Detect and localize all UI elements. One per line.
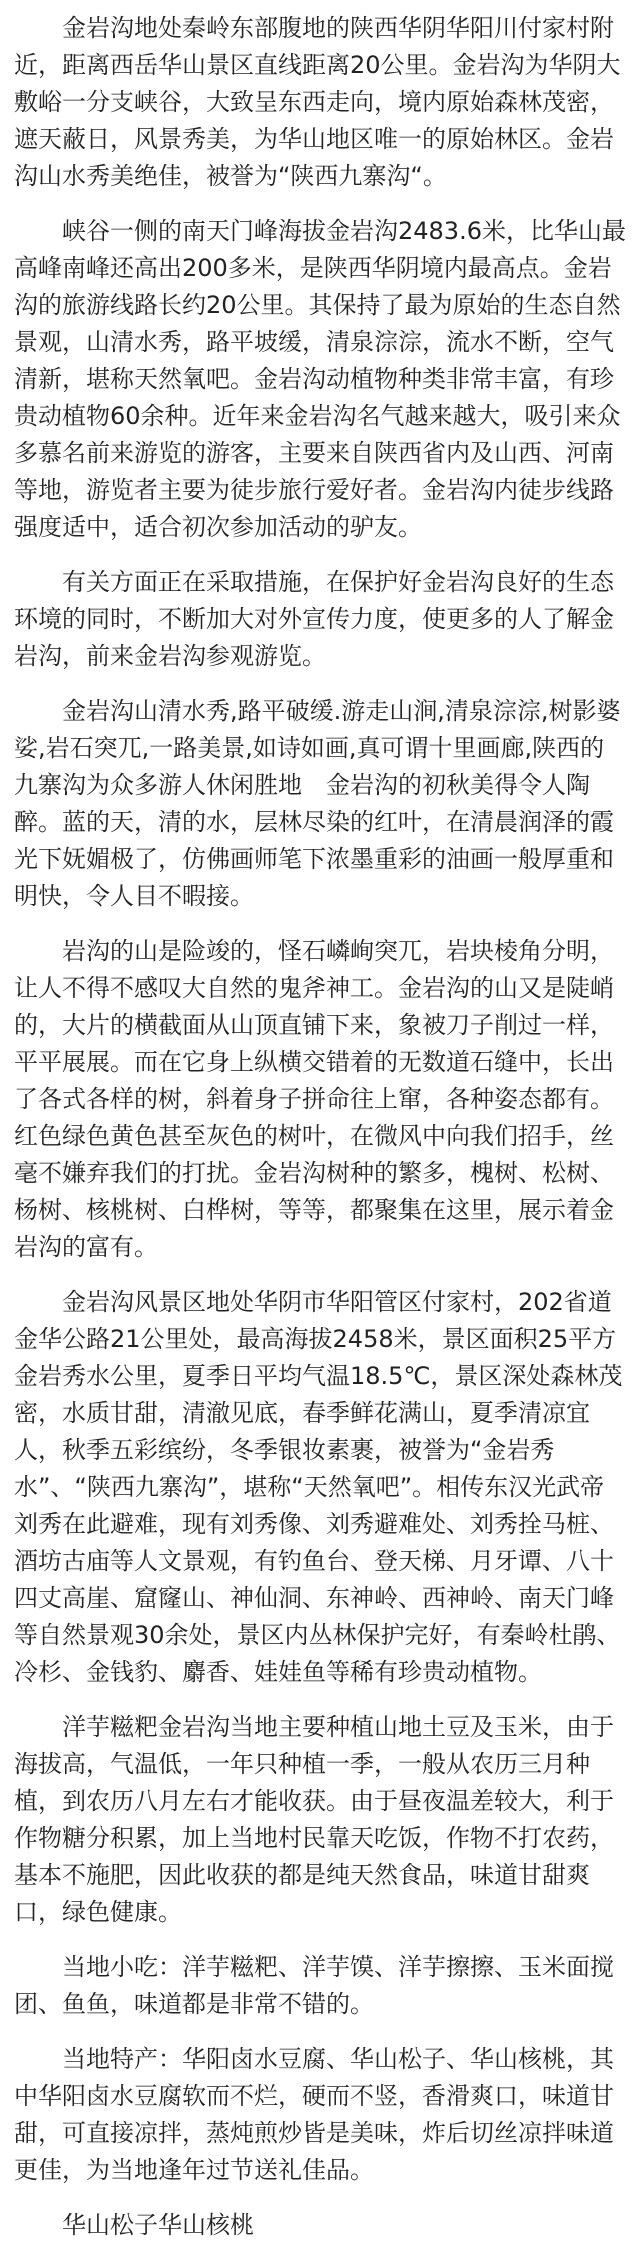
paragraph-mountains: 岩沟的山是险竣的，怪石嶙峋突兀，岩块棱角分明，让人不得不感叹大自然的鬼斧神工。金岩沟的山又是陡峭的，大片的横截面从山顶直铺下来，象被刀子削过一样，平平展展。而在它身上纵横交错着的无数道石缝中，长出了各式各样的树，斜着身子拼命往上窜，各种姿态都有。红色绿色黄色甚至灰色的树叶，在微风中向我们招手，丝毫不嫌弃我们的打扰。金岩沟树种的繁多，槐树、松树、杨树、核桃树、白桦树，等等，都聚集在这里，展示着金岩沟的富有。 (14, 937, 614, 1261)
paragraph-snacks: 当地小吃：洋芋糍粑、洋芋馍、洋芋擦擦、玉米面搅团、鱼鱼，味道都是非常不错的。 (14, 1953, 614, 2018)
paragraph-intro: 金岩沟地处秦岭东部腹地的陕西华阴华阳川付家村附近，距离西岳华山景区直线距离20公里。金岩沟为华阴大敷峪一分支峡谷，大致呈东西走向，境内原始森林茂密，遮天蔽日，风景秀美，为华山地区唯一的原始林区。金岩沟山水秀美绝佳，被誉为“陕西九寨沟“。 (14, 14, 621, 190)
paragraph-scenic-area: 金岩沟风景区地处华阴市华阳管区付家村，202省道金华公路21公里处，最高海拔2458米，景区面积25平方金岩秀水公里，夏季日平均气温18.5℃，景区深处森林茂密，水质甘甜，清澈见底，春季鲜花满山，夏季清凉宜人，秋季五彩缤纷，冬季银妆素裹，被誉为“金岩秀水”、“陕西九寨沟”，堪称“天然氧吧”。相传东汉光武帝刘秀在此避难，现有刘秀像、刘秀避难处、刘秀拴马桩、酒坊古庙等人文景观，有钓鱼台、登天梯、月牙谭、八十四丈高崖、窟窿山、神仙洞、东神岭、西神岭、南天门峰等自然景观30余处，景区内丛林保护完好，有秦岭杜鹃、冷杉、金钱豹、麝香、娃娃鱼等稀有珍贵动植物。 (14, 1288, 623, 1686)
paragraph-autumn: 金岩沟山清水秀,路平破缓.游走山涧,清泉淙淙,树影婆娑,岩石突兀,一路美景,如诗如画,真可谓十里画廊,陕西的九寨沟为众多游人休闲胜地 金岩沟的初秋美得令人陶醉。蓝的天，清的水，层林尽染的红叶，在清晨润泽的霞光下妩媚极了，仿佛画师笔下浓墨重彩的油画一般厚重和明快，令人目不暇接。 (14, 697, 621, 910)
paragraph-peak: 峡谷一侧的南天门峰海拔金岩沟2483.6米，比华山最高峰南峰还高出200多米，是陕西华阴境内最高点。金岩沟的旅游线路长约20公里。其保持了最为原始的生态自然景观，山清水秀，路平坡缓，清泉淙淙，流水不断，空气清新，堪称天然氧吧。金岩沟动植物种类非常丰富，有珍贵动植物60余种。近年来金岩沟名气越来越大，吸引来众多慕名前来游览的游客，主要来自陕西省内及山西、河南等地，游览者主要为徒步旅行爱好者。金岩沟内徒步线路强度适中，适合初次参加活动的驴友。 (14, 217, 626, 541)
paragraph-caption: 华山松子华山核桃 (62, 2211, 254, 2239)
paragraph-protection: 有关方面正在采取措施，在保护好金岩沟良好的生态环境的同时，不断加大对外宣传力度，使更多的人了解金岩沟，前来金岩沟参观游览。 (14, 568, 614, 670)
paragraph-potato-cake: 洋芋糍粑金岩沟当地主要种植山地土豆及玉米，由于海拔高，气温低，一年只种植一季，一般从农历三月种植，到农历八月左右才能收获。由于昼夜温差较大，利于作物糖分积累，加上当地村民靠天吃饭，作物不打农药，基本不施肥，因此收获的都是纯天然食品，味道甘甜爽口，绿色健康。 (14, 1713, 614, 1926)
paragraph-specialties: 当地特产：华阳卤水豆腐、华山松子、华山核桃，其中华阳卤水豆腐软而不烂，硬而不竖，香滑爽口，味道甘甜，可直接凉拌，蒸炖煎炒皆是美味，炸后切丝凉拌味道更佳，为当地逢年过节送礼佳品。 (14, 2045, 614, 2184)
